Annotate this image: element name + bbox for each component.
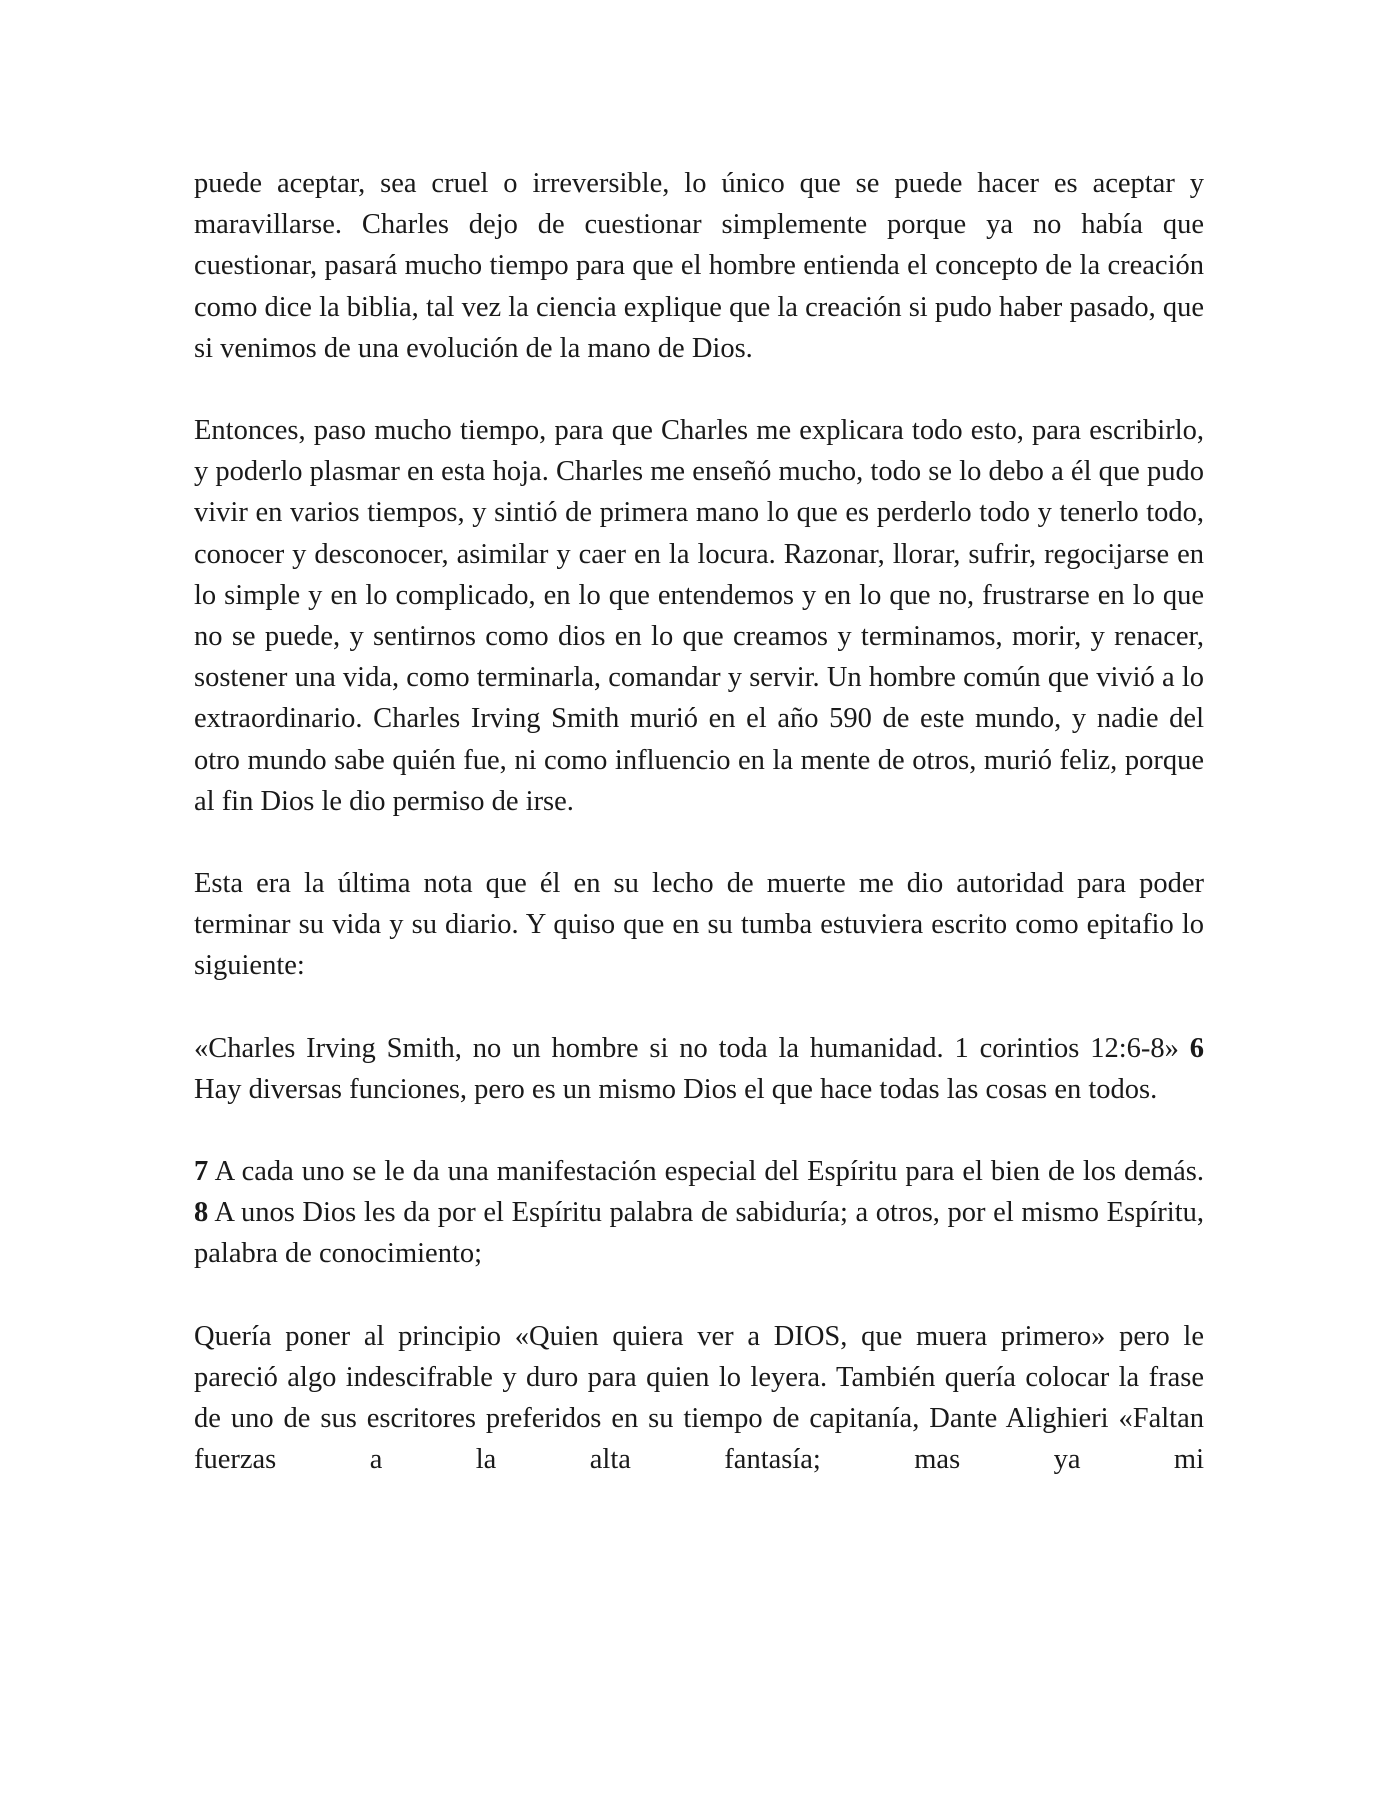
paragraph-epitaph	[194, 1028, 1204, 1110]
verse-text: A unos Dios les da por el Espíritu palabra de sabiduría; a otros, por el mismo Espíritu, palabra de conocimiento;	[194, 1197, 1204, 1270]
paragraph-text: Quería poner al principio «Quien quiera ver a DIOS, que muera primero» pero le pareció algo indescifrable y duro para quien lo leyera. También quería colocar la frase de uno de sus escritores preferidos en su tiempo de capitanía, Dante Alighieri «Faltan fuerzas a la alta fantasía; mas ya mi	[194, 1320, 1204, 1476]
verse-number: 7	[194, 1156, 209, 1188]
paragraph-text: puede aceptar, sea cruel o irreversible, lo único que se puede hacer es aceptar y maravillarse. Charles dejo de cuestionar simplemente porque ya no había que cuestionar, pasará mucho tiempo para que el hombre entienda el concepto de la creación como dice la biblia, tal vez la ciencia explique que la creación si pudo haber pasado, que si venimos de una evolución de la mano de Dios.	[194, 168, 1204, 364]
verse-number: 8	[194, 1197, 209, 1229]
verse-number: 6	[1189, 1032, 1204, 1064]
paragraph-text: Entonces, paso mucho tiempo, para que Charles me explicara todo esto, para escribirlo, y poderlo plasmar en esta hoja. Charles me enseñó mucho, todo se lo debo a él que pudo vivir en varios tiempos, y sintió de primera mano lo que es perderlo todo y tenerlo todo, conocer y desconocer, asimilar y caer en la locura. Razonar, llorar, sufrir, regocijarse en lo simple y en lo complicado, en lo que entendemos y en lo que no, frustrarse en lo que no se puede, y sentirnos como dios en lo que creamos y terminamos, morir, y renacer, sostener una vida, como terminarla, comandar y servir. Un hombre común que vivió a lo extraordinario. Charles Irving Smith murió en el año 590 de este mundo, y nadie del otro mundo sabe quién fue, ni como influencio en la mente de otros, murió feliz, porque al fin Dios le dio permiso de irse.	[194, 415, 1204, 817]
verse-text: A cada uno se le da una manifestación especial del Espíritu para el bien de los demás.	[208, 1156, 1204, 1188]
verse-text: Hay diversas funciones, pero es un mismo Dios el que hace todas las cosas en todos.	[194, 1073, 1158, 1105]
paragraph-verses	[194, 1151, 1204, 1275]
paragraph-charles-teachings	[194, 410, 1204, 822]
epitaph-quote: «Charles Irving Smith, no un hombre si no toda la humanidad. 1 corintios 12:6-8»	[194, 1032, 1190, 1064]
paragraph-last-note	[194, 863, 1204, 987]
paragraph-acceptance	[194, 163, 1204, 369]
document-body	[194, 163, 1204, 1480]
paragraph-text: Esta era la última nota que él en su lecho de muerte me dio autoridad para poder terminar su vida y su diario. Y quiso que en su tumba estuviera escrito como epitafio lo siguiente:	[194, 868, 1204, 982]
paragraph-dante	[194, 1316, 1204, 1481]
